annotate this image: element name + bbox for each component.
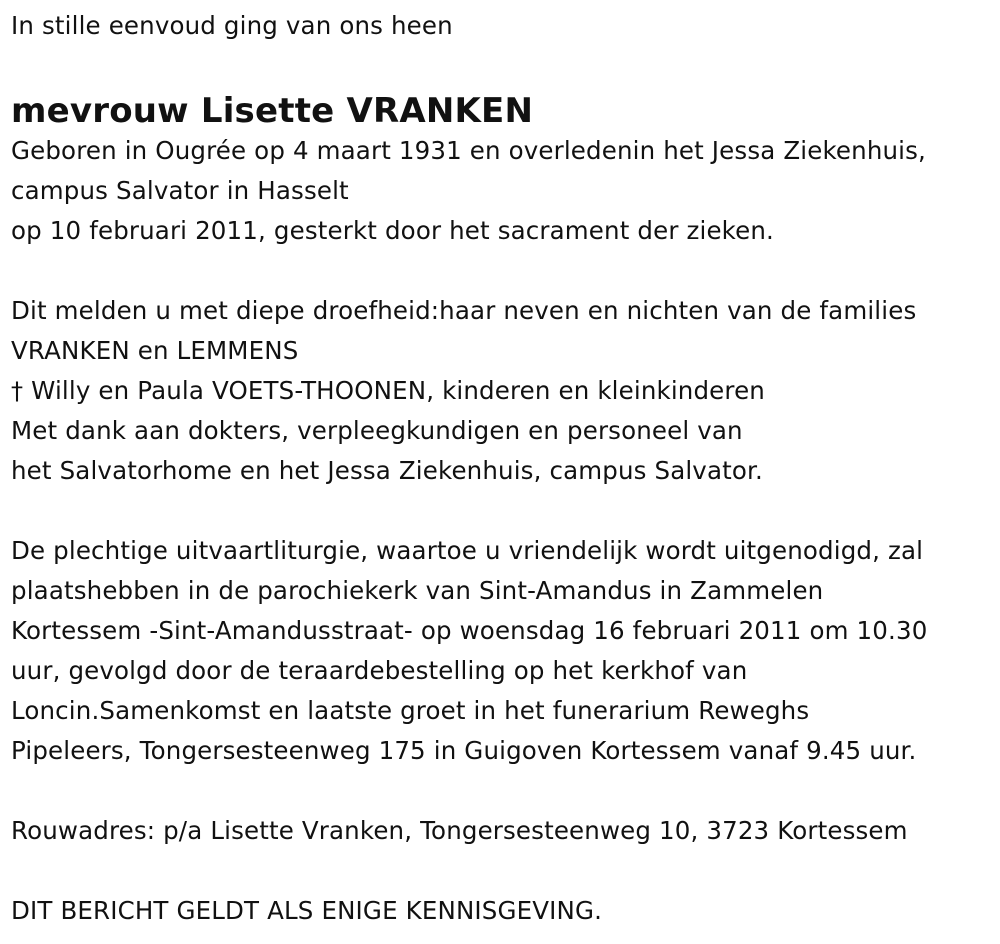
birth-line-3: op 10 februari 2011, gesterkt door het sacrament der zieken. (11, 216, 774, 245)
birth-line-2: campus Salvator in Hasselt (11, 176, 349, 205)
thanks-line-1: Met dank aan dokters, verpleegkundigen en personeel van (11, 416, 743, 445)
intro-line: In stille eenvoud ging van ons heen (11, 11, 453, 40)
family-line-1: Dit melden u met diepe droefheid:haar neven en nichten van de families (11, 296, 917, 325)
paragraph-gap (11, 491, 996, 531)
funeral-line-5: Loncin.Samenkomst en laatste groet in het funerarium Reweghs (11, 696, 810, 725)
funeral-line-4: uur, gevolgd door de teraardebestelling op het kerkhof van (11, 656, 748, 685)
death-notice (11, 0, 996, 931)
family-line-2: VRANKEN en LEMMENS (11, 336, 299, 365)
deceased-relatives-text: Willy en Paula VOETS-THOONEN, kinderen en kleinkinderen (31, 376, 765, 405)
closing-line: DIT BERICHT GELDT ALS ENIGE KENNISGEVING. (11, 896, 603, 925)
funeral-line-6: Pipeleers, Tongersesteenweg 175 in Guigoven Kortessem vanaf 9.45 uur. (11, 736, 917, 765)
paragraph-gap (11, 771, 996, 811)
paragraph-gap (11, 851, 996, 891)
deceased-relatives-line (11, 371, 996, 411)
deceased-name: mevrouw Lisette VRANKEN (11, 91, 534, 131)
birth-line-1: Geboren in Ougrée op 4 maart 1931 en overledenin het Jessa Ziekenhuis, (11, 136, 926, 165)
funeral-line-2: plaatshebben in de parochiekerk van Sint-Amandus in Zammelen (11, 576, 824, 605)
funeral-line-1: De plechtige uitvaartliturgie, waartoe u vriendelijk wordt uitgenodigd, zal (11, 536, 924, 565)
thanks-line-2: het Salvatorhome en het Jessa Ziekenhuis, campus Salvator. (11, 456, 763, 485)
funeral-line-3: Kortessem -Sint-Amandusstraat- op woensdag 16 februari 2011 om 10.30 (11, 616, 928, 645)
address-line: Rouwadres: p/a Lisette Vranken, Tongersesteenweg 10, 3723 Kortessem (11, 816, 908, 845)
cross-icon: † (11, 377, 24, 405)
paragraph-gap (11, 251, 996, 291)
